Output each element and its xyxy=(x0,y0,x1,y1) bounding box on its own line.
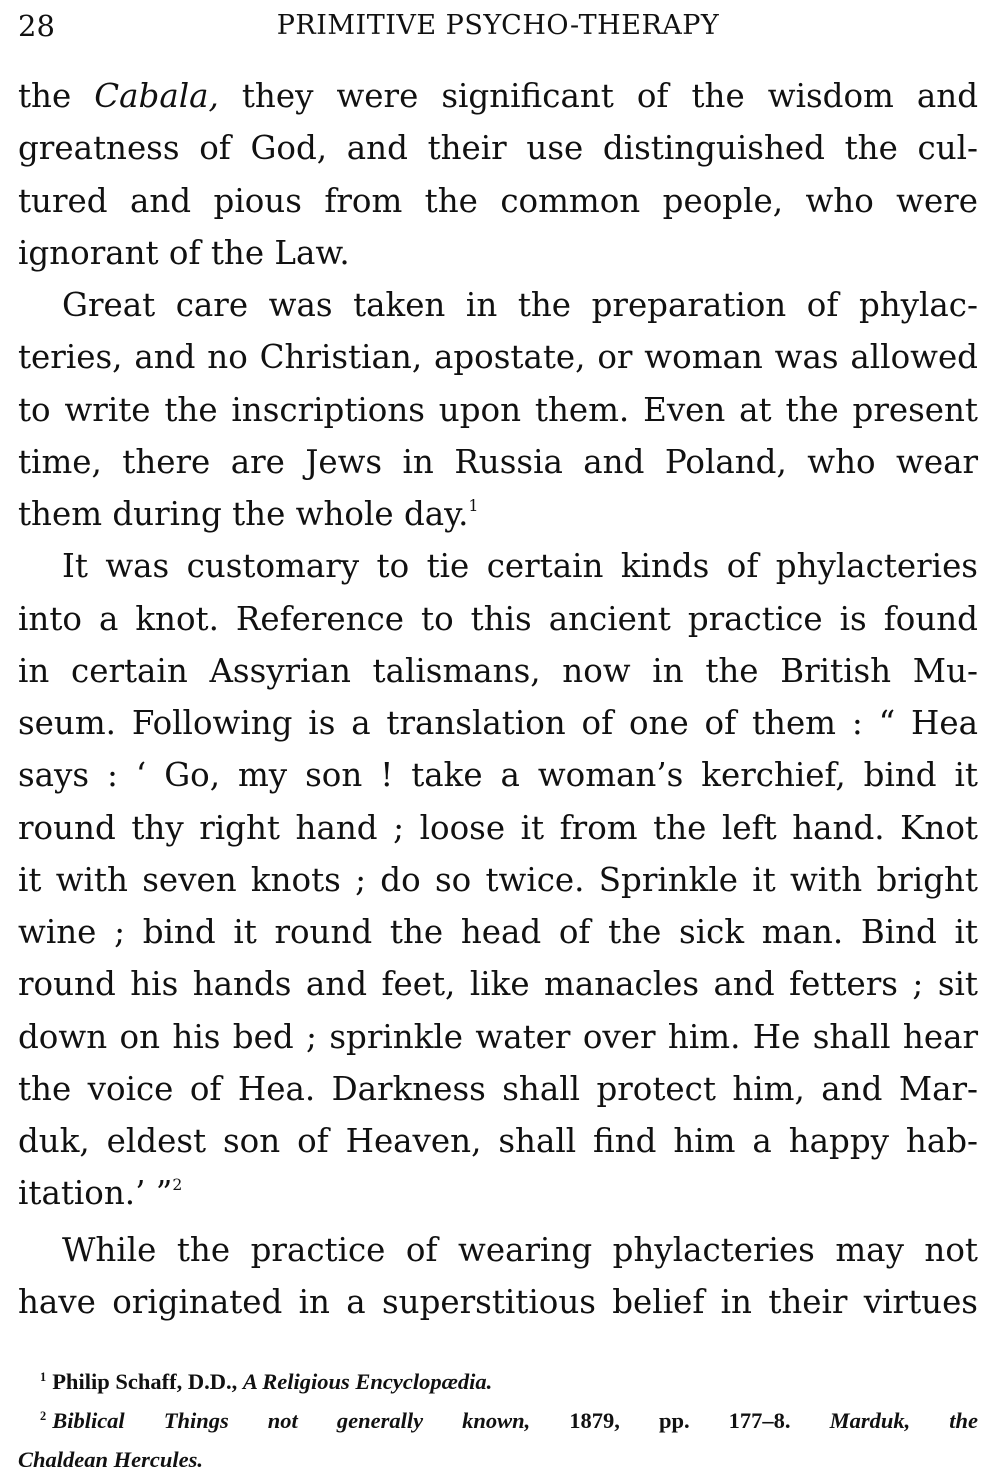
text-line: wine ; bind it round the head of the sick man. Bind it xyxy=(18,913,978,951)
footnote-2: $^2$ Biblical Things not generally known, 1879, pp. 177–8. Marduk, the xyxy=(40,1408,978,1433)
running-header xyxy=(18,6,978,46)
text-line: into a knot. Reference to this ancient practice is found xyxy=(18,599,978,638)
body-text xyxy=(18,70,978,1328)
text-line: seum. Following is a translation of one of them : “ Hea xyxy=(18,704,978,742)
text-line: It was customary to tie certain kinds of phylacteries xyxy=(62,547,978,586)
footnote-marker: 2 xyxy=(40,1408,47,1423)
italic-title: A Religious Encyclopædia. xyxy=(242,1369,493,1394)
text-line: teries, and no Christian, apostate, or woman was allowed xyxy=(18,338,978,377)
footnote-1: $^1$ Philip Schaff, D.D., A Religious Encyclopædia. xyxy=(40,1369,493,1394)
footnote-2-continuation xyxy=(18,1440,978,1479)
text-line: ignorant of the Law. xyxy=(18,233,350,272)
text-line: greatness of God, and their use distinguished the cul- xyxy=(18,129,978,168)
footnotes xyxy=(18,1362,978,1479)
text-line: says : ‘ Go, my son ! take a woman’s kerchief, bind it xyxy=(18,756,978,795)
italic-title: Chaldean Hercules. xyxy=(18,1447,204,1472)
text-line: Great care was taken in the preparation of phylac- xyxy=(62,286,978,324)
page-number: 28 xyxy=(18,9,55,43)
text-line: have originated in a superstitious belief in their virtues xyxy=(18,1282,978,1321)
text-line: round thy right hand ; loose it from the left hand. Knot xyxy=(18,808,978,847)
footnote-marker: 1 xyxy=(40,1369,47,1384)
italic-title: Marduk, the xyxy=(829,1408,978,1433)
text-line: the voice of Hea. Darkness shall protect him, and Mar- xyxy=(18,1069,978,1108)
text-line: in certain Assyrian talismans, now in the British Mu- xyxy=(18,651,978,690)
text-line: the Cabala, they were significant of the wisdom and xyxy=(18,77,979,115)
text-line: it with seven knots ; do so twice. Sprinkle it with bright xyxy=(18,860,978,899)
text-line: duk, eldest son of Heaven, shall find him a happy hab- xyxy=(18,1122,978,1160)
italic-title: Biblical Things not generally known, xyxy=(52,1408,531,1433)
text-line: While the practice of wearing phylacteries may not xyxy=(62,1230,978,1269)
text-line: round his hands and feet, like manacles and fetters ; sit xyxy=(18,965,978,1004)
text-line: them during the whole day.$^1$ xyxy=(18,495,479,533)
text-line: down on his bed ; sprinkle water over him. He shall hear xyxy=(18,1017,978,1056)
text-line: to write the inscriptions upon them. Even at the present xyxy=(18,390,978,429)
text-line: tured and pious from the common people, who were xyxy=(18,181,978,220)
text-line: itation.’ ”$^2$ xyxy=(18,1174,183,1213)
running-title: PRIMITIVE PSYCHO-THERAPY xyxy=(276,10,720,41)
text-line: time, there are Jews in Russia and Poland, who wear xyxy=(18,442,978,481)
footnote-reference: 2 xyxy=(172,1176,183,1195)
footnote-reference: 1 xyxy=(468,496,479,515)
italic-term: Cabala, xyxy=(94,77,219,115)
